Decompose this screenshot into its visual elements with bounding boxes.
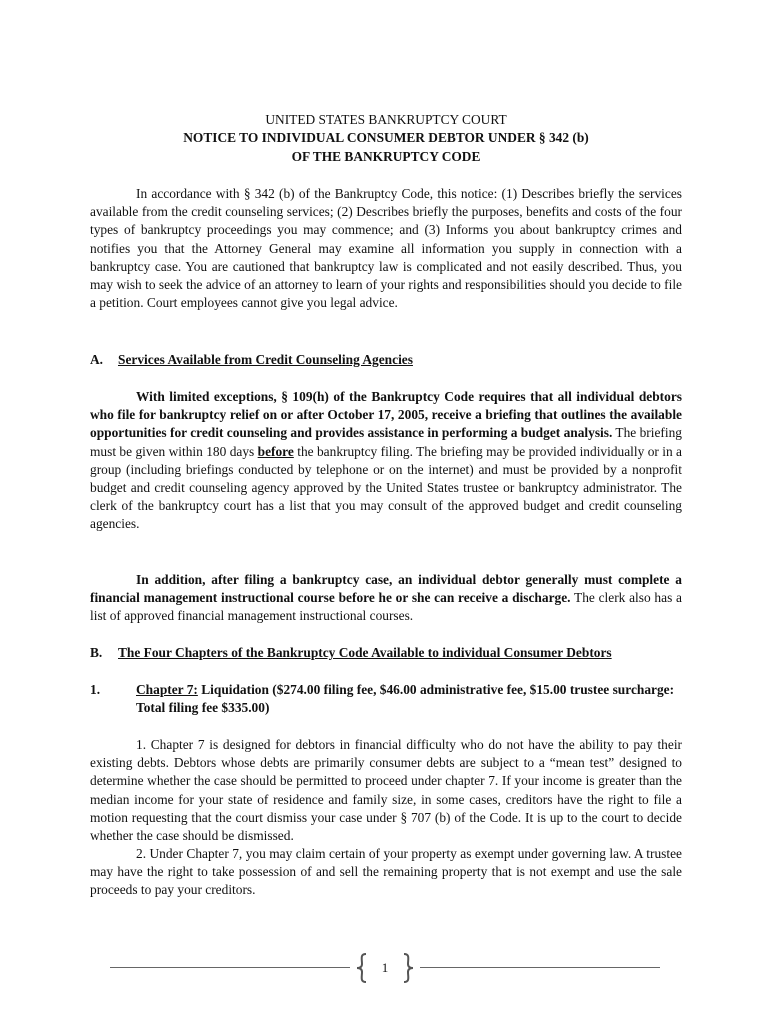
intro-paragraph: In accordance with § 342 (b) of the Bankruptcy Code, this notice: (1) Describes briefly the services available from the credit counseling services; (2) Describes briefly the purposes, benefits and costs of the four types of bankruptcy proceedings you may commence; and (3) Informs you about bankruptcy crimes and notifies you that the Attorney General may examine all information you supply in connection with a bankruptcy case. You are cautioned that bankruptcy law is complicated and not easily described. Thus, you may wish to seek the advice of an attorney to learn of your rights and responsibilities should you decide to file a petition. Court employees cannot give you legal advice. xyxy=(90,186,682,311)
chapter-7-label: Chapter 7: xyxy=(136,682,198,697)
page-footer xyxy=(110,953,660,983)
section-a-p1-text-a: The briefing must be given within 180 days xyxy=(90,425,682,459)
notice-title: NOTICE TO INDIVIDUAL CONSUMER DEBTOR UNDER § 342 (b) xyxy=(183,130,589,145)
section-a-title: Services Available from Credit Counseling Agencies xyxy=(118,352,413,367)
chapter-7-heading xyxy=(90,681,682,717)
section-a-p1-text-b: the bankruptcy filing. The briefing may be provided individually or in a group (including briefings conducted by telephone or on the internet) and must be provided by a nonprofit budget and credit counseling agency approved by the United States trustee or bankruptcy administrator. The clerk of the bankruptcy court has a list that you may consult of the approved budget and credit counseling agencies. xyxy=(90,443,682,532)
right-brace-icon xyxy=(402,953,416,983)
section-b-heading xyxy=(90,644,682,662)
section-a-p1-before: before xyxy=(257,443,294,459)
section-b-title: The Four Chapters of the Bankruptcy Code Available to individual Consumer Debtors xyxy=(118,645,612,660)
chapter-7-paragraph-1: 1. Chapter 7 is designed for debtors in financial difficulty who do not have the ability to pay their existing debts. Debtors whose debts are primarily consumer debts are subject to a “mean test” designed to determine whether the case should be permitted to proceed under chapter 7. If your income is greater than the median income for your state of residence and family size, in some cases, creditors have the right to file a motion requesting that the court dismiss your case under § 707 (b) of the Code. It is up to the court to decide whether the case should be dismissed. xyxy=(90,737,682,844)
chapter-7-number: 1. xyxy=(90,682,101,697)
page-number: 1 xyxy=(381,960,389,975)
section-a-paragraph-1 xyxy=(90,388,682,534)
footer-rule-right xyxy=(420,967,660,968)
section-a-paragraph-2 xyxy=(90,571,682,626)
court-name: UNITED STATES BANKRUPTCY COURT xyxy=(265,112,507,127)
section-a-p2-bold: In addition, after filing a bankruptcy case, an individual debtor generally must complete a financial management instructional course before he or she can receive a discharge. xyxy=(90,572,682,606)
notice-subtitle: OF THE BANKRUPTCY CODE xyxy=(291,149,481,164)
section-a-p1-bold: With limited exceptions, § 109(h) of the Bankruptcy Code requires that all individual debtors who file for bankruptcy relief on or after October 17, 2005, receive a briefing that outlines the available opportunities for credit counseling and provides assistance in performing a budget analysis. xyxy=(90,389,682,441)
section-b-label: B. xyxy=(90,645,103,660)
chapter-7-title: Liquidation ($274.00 filing fee, $46.00 administrative fee, $15.00 trustee surcharge: Total filing fee $335.00) xyxy=(136,682,675,716)
section-a-p2-text: The clerk also has a list of approved financial management instructional courses. xyxy=(90,590,682,624)
chapter-7-paragraph-2: 2. Under Chapter 7, you may claim certain of your property as exempt under governing law. A trustee may have the right to take possession of and sell the remaining property that is not exempt and use the sale proceeds to pay your creditors. xyxy=(90,846,682,898)
section-a-label: A. xyxy=(90,352,104,367)
section-a-heading xyxy=(90,351,682,369)
